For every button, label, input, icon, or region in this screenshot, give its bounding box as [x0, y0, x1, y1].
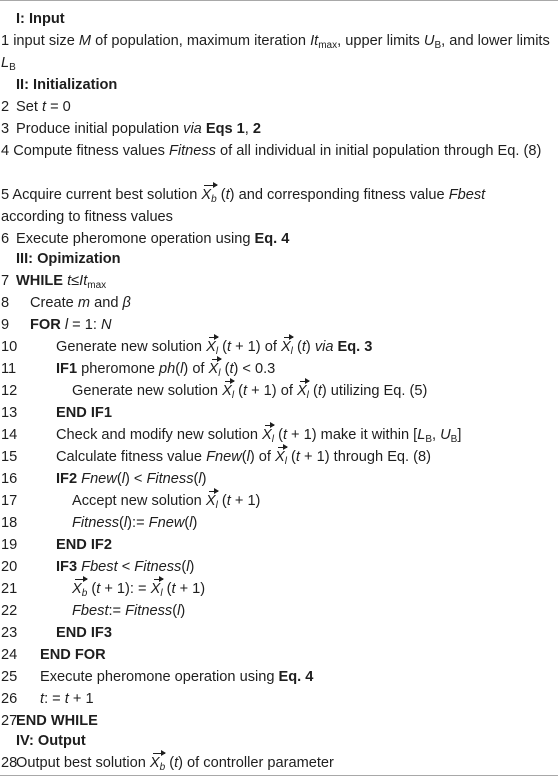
step-number: 28	[1, 755, 18, 771]
step-number: 18	[1, 515, 18, 531]
step-text: Fitness(l):= Fnew(l)	[72, 515, 198, 531]
step-number: 27	[1, 713, 18, 729]
step-number: 12	[1, 383, 18, 399]
algorithm-step	[0, 228, 556, 250]
algorithm-step	[0, 512, 556, 534]
step-number: 11	[1, 361, 17, 377]
vector-symbol: $X_l$	[297, 380, 309, 402]
step-text: Generate new solution $X_l$ (t + 1) of $X_l$ (t) utilizing Eq. (5)	[72, 380, 427, 402]
algorithm-step	[0, 380, 556, 402]
step-text: Set t = 0	[16, 99, 71, 115]
algorithm-step	[0, 710, 556, 732]
algorithm-step	[0, 184, 556, 228]
step-number: 8	[1, 295, 10, 311]
step-text: Calculate fitness value Fnew(l) of $X_l$ (t + 1) through Eq. (8)	[56, 446, 431, 468]
step-text: Accept new solution $X_l$ (t + 1)	[72, 490, 260, 512]
step-text: END IF1	[56, 405, 112, 421]
algorithm-step	[0, 314, 556, 336]
vector-symbol: $X_b$	[72, 578, 87, 600]
step-text: IF2 Fnew(l) < Fitness(l)	[56, 471, 207, 487]
algorithm-step	[0, 446, 556, 468]
step-text: 1 input size M of population, maximum iteration $It_{max}$, upper limits $U_B$, and lower limits $L_B$	[1, 33, 550, 73]
step-number: 26	[1, 691, 18, 707]
step-text: 4 Compute fitness values Fitness of all individual in initial population through Eq. (8)	[1, 143, 542, 159]
algorithm-step	[0, 118, 556, 140]
vector-symbol: $X_l$	[206, 490, 218, 512]
algorithm-step	[0, 468, 556, 490]
step-text: Generate new solution $X_l$ (t + 1) of $X_l$ (t) via Eq. 3	[56, 336, 372, 358]
step-number: 21	[1, 581, 18, 597]
step-text: END WHILE	[16, 713, 98, 729]
vector-symbol: $X_l$	[222, 380, 234, 402]
algorithm-step	[0, 292, 556, 314]
step-number: 3	[1, 121, 10, 137]
algorithm-step	[0, 578, 556, 600]
algorithm-step	[0, 600, 556, 622]
algorithm-step	[0, 490, 556, 512]
section-heading-input: I: Input	[16, 11, 65, 27]
step-number: 6	[1, 231, 10, 247]
step-text: $X_b$ (t + 1): = $X_l$ (t + 1)	[72, 578, 205, 600]
algorithm-step	[0, 270, 556, 292]
step-number: 14	[1, 427, 18, 443]
algorithm-step	[0, 424, 556, 446]
step-text: t: = t + 1	[40, 691, 94, 707]
vector-symbol: $X_l$	[275, 446, 287, 468]
step-number: 13	[1, 405, 18, 421]
step-text: Create m and β	[30, 295, 131, 311]
step-text: Check and modify new solution $X_l$ (t + 1) make it within [$L_B$, $U_B$]	[56, 424, 461, 446]
algorithm-step	[0, 622, 556, 644]
step-text: END FOR	[40, 647, 106, 663]
step-text: 5 Acquire current best solution $X_b$ (t) and corresponding fitness value Fbest according to fitness values	[0, 184, 556, 228]
step-text: IF3 Fbest < Fitness(l)	[56, 559, 195, 575]
step-number: 9	[1, 317, 10, 333]
algorithm-step	[0, 336, 556, 358]
algorithm-step	[0, 688, 556, 710]
algorithm-step	[0, 644, 556, 666]
step-text: END IF2	[56, 537, 112, 553]
step-text: Execute pheromone operation using Eq. 4	[16, 231, 290, 247]
step-number: 24	[1, 647, 18, 663]
step-number: 16	[1, 471, 18, 487]
vector-symbol: $X_l$	[262, 424, 274, 446]
top-rule	[0, 0, 558, 1]
algorithm-step	[0, 666, 556, 688]
step-text: FOR l = 1: N	[30, 317, 112, 333]
vector-symbol: $X_l$	[281, 336, 293, 358]
step-number: 25	[1, 669, 18, 685]
algorithm-step	[0, 96, 556, 118]
step-number: 10	[1, 339, 18, 355]
step-number: 23	[1, 625, 18, 641]
vector-symbol: $X_l$	[209, 358, 221, 380]
algorithm-step	[0, 30, 556, 74]
step-text: IF1 pheromone ph(l) of $X_l$ (t) < 0.3	[56, 358, 275, 380]
step-text: WHILE $t\le It_{max}$	[16, 273, 107, 291]
step-number: 17	[1, 493, 18, 509]
vector-symbol: $X_b$	[201, 184, 216, 206]
algorithm-step	[0, 358, 556, 380]
step-text: Execute pheromone operation using Eq. 4	[40, 669, 314, 685]
vector-symbol: $X_l$	[151, 578, 163, 600]
vector-symbol: $X_l$	[206, 336, 218, 358]
step-text: END IF3	[56, 625, 112, 641]
section-heading-initialization: II: Initialization	[16, 77, 118, 93]
step-number: 22	[1, 603, 18, 619]
step-number: 19	[1, 537, 18, 553]
section-heading-optimization: III: Opimization	[16, 251, 121, 267]
step-number: 2	[1, 99, 10, 115]
step-number: 15	[1, 449, 18, 465]
section-heading-output: IV: Output	[16, 733, 86, 749]
step-number: 7	[1, 273, 10, 289]
step-text: Fbest:= Fitness(l)	[72, 603, 186, 619]
algorithm-step	[0, 556, 556, 578]
vector-symbol: $X_b$	[150, 752, 165, 774]
algorithm-step	[0, 752, 556, 774]
algorithm-step	[0, 534, 556, 556]
algorithm-step	[0, 140, 556, 184]
step-number: 20	[1, 559, 18, 575]
step-text: Produce initial population via Eqs 1, 2	[16, 121, 262, 137]
algorithm-step	[0, 402, 556, 424]
step-text: Output best solution $X_b$ (t) of controller parameter	[16, 752, 334, 774]
